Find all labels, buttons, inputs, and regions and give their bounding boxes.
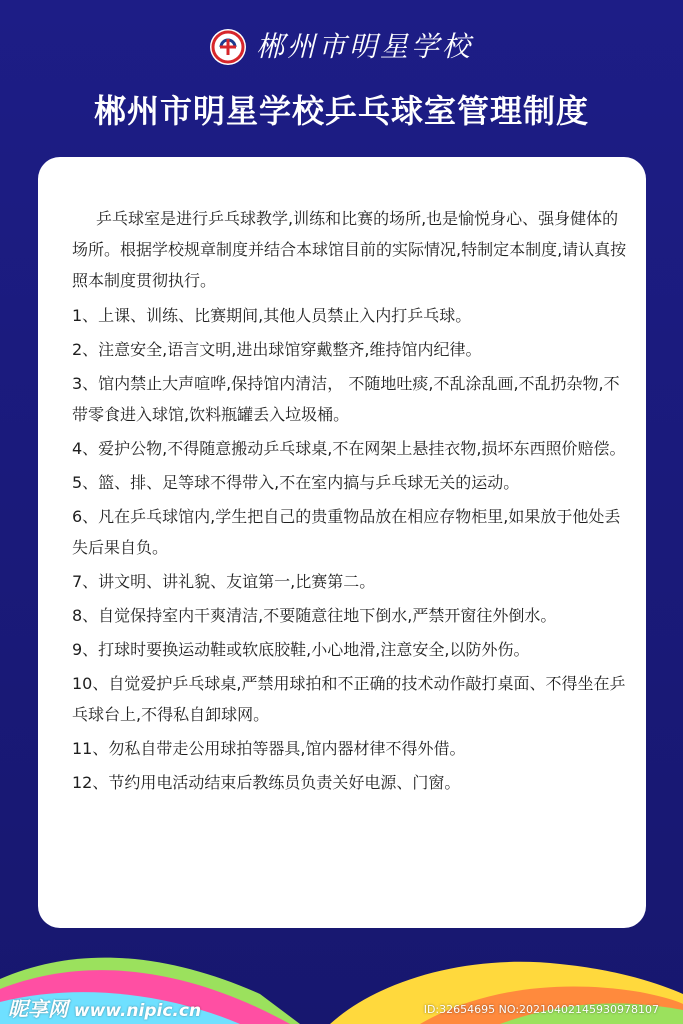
rule-item: 2、注意安全,语言文明,进出球馆穿戴整齐,维持馆内纪律。 (72, 340, 482, 359)
rule-item: 6、凡在乒乓球馆内,学生把自己的贵重物品放在相应存物柜里,如果放于他处丢失后果自负。 (72, 507, 621, 557)
rules-content (72, 203, 630, 801)
intro-paragraph: 乒乓球室是进行乒乓球教学,训练和比赛的场所,也是愉悦身心、强身健体的场所。根据学校规章制度并结合本球馆目前的实际情况,特制定本制度,请认真按照本制度贯彻执行。 (72, 209, 627, 290)
rule-item: 1、上课、训练、比赛期间,其他人员禁止入内打乒乓球。 (72, 306, 472, 325)
school-header (0, 22, 683, 72)
school-name: 郴州市明星学校 (255, 30, 473, 63)
rule-item: 12、节约用电活动结束后教练员负责关好电源、门窗。 (72, 773, 461, 792)
rules-card (38, 157, 646, 928)
rule-item: 7、讲文明、讲礼貌、友谊第一,比赛第二。 (72, 572, 376, 591)
rule-item: 5、篮、排、足等球不得带入,不在室内搞与乒乓球无关的运动。 (72, 473, 520, 492)
watermark-brand-name: 昵享网 (8, 997, 68, 1021)
rule-item: 3、馆内禁止大声喧哗,保持馆内清洁， 不随地吐痰,不乱涂乱画,不乱扔杂物,不带零食进入球馆,饮料瓶罐丢入垃圾桶。 (72, 374, 620, 424)
rule-item: 8、自觉保持室内干爽清洁,不要随意往地下倒水,严禁开窗往外倒水。 (72, 606, 557, 625)
watermark-brand-url: www.nipic.cn (73, 1001, 202, 1021)
watermark-id: ID:32654695 NO:20210402145930978107 (423, 1003, 659, 1016)
watermark-brand (8, 993, 201, 1022)
rule-item: 10、自觉爱护乒乓球桌,严禁用球拍和不正确的技术动作敲打桌面、不得坐在乒乓球台上,不得私自卸球网。 (72, 674, 626, 724)
rule-item: 11、勿私自带走公用球拍等器具,馆内器材律不得外借。 (72, 739, 466, 758)
rule-item: 9、打球时要换运动鞋或软底胶鞋,小心地滑,注意安全,以防外伤。 (72, 640, 530, 659)
page-title: 郴州市明星学校乒乓球室管理制度 (93, 92, 589, 130)
school-emblem-icon (210, 29, 246, 65)
rules-list (72, 300, 630, 798)
rule-item: 4、爱护公物,不得随意搬动乒乓球桌,不在网架上悬挂衣物,损坏东西照价赔偿。 (72, 439, 626, 458)
